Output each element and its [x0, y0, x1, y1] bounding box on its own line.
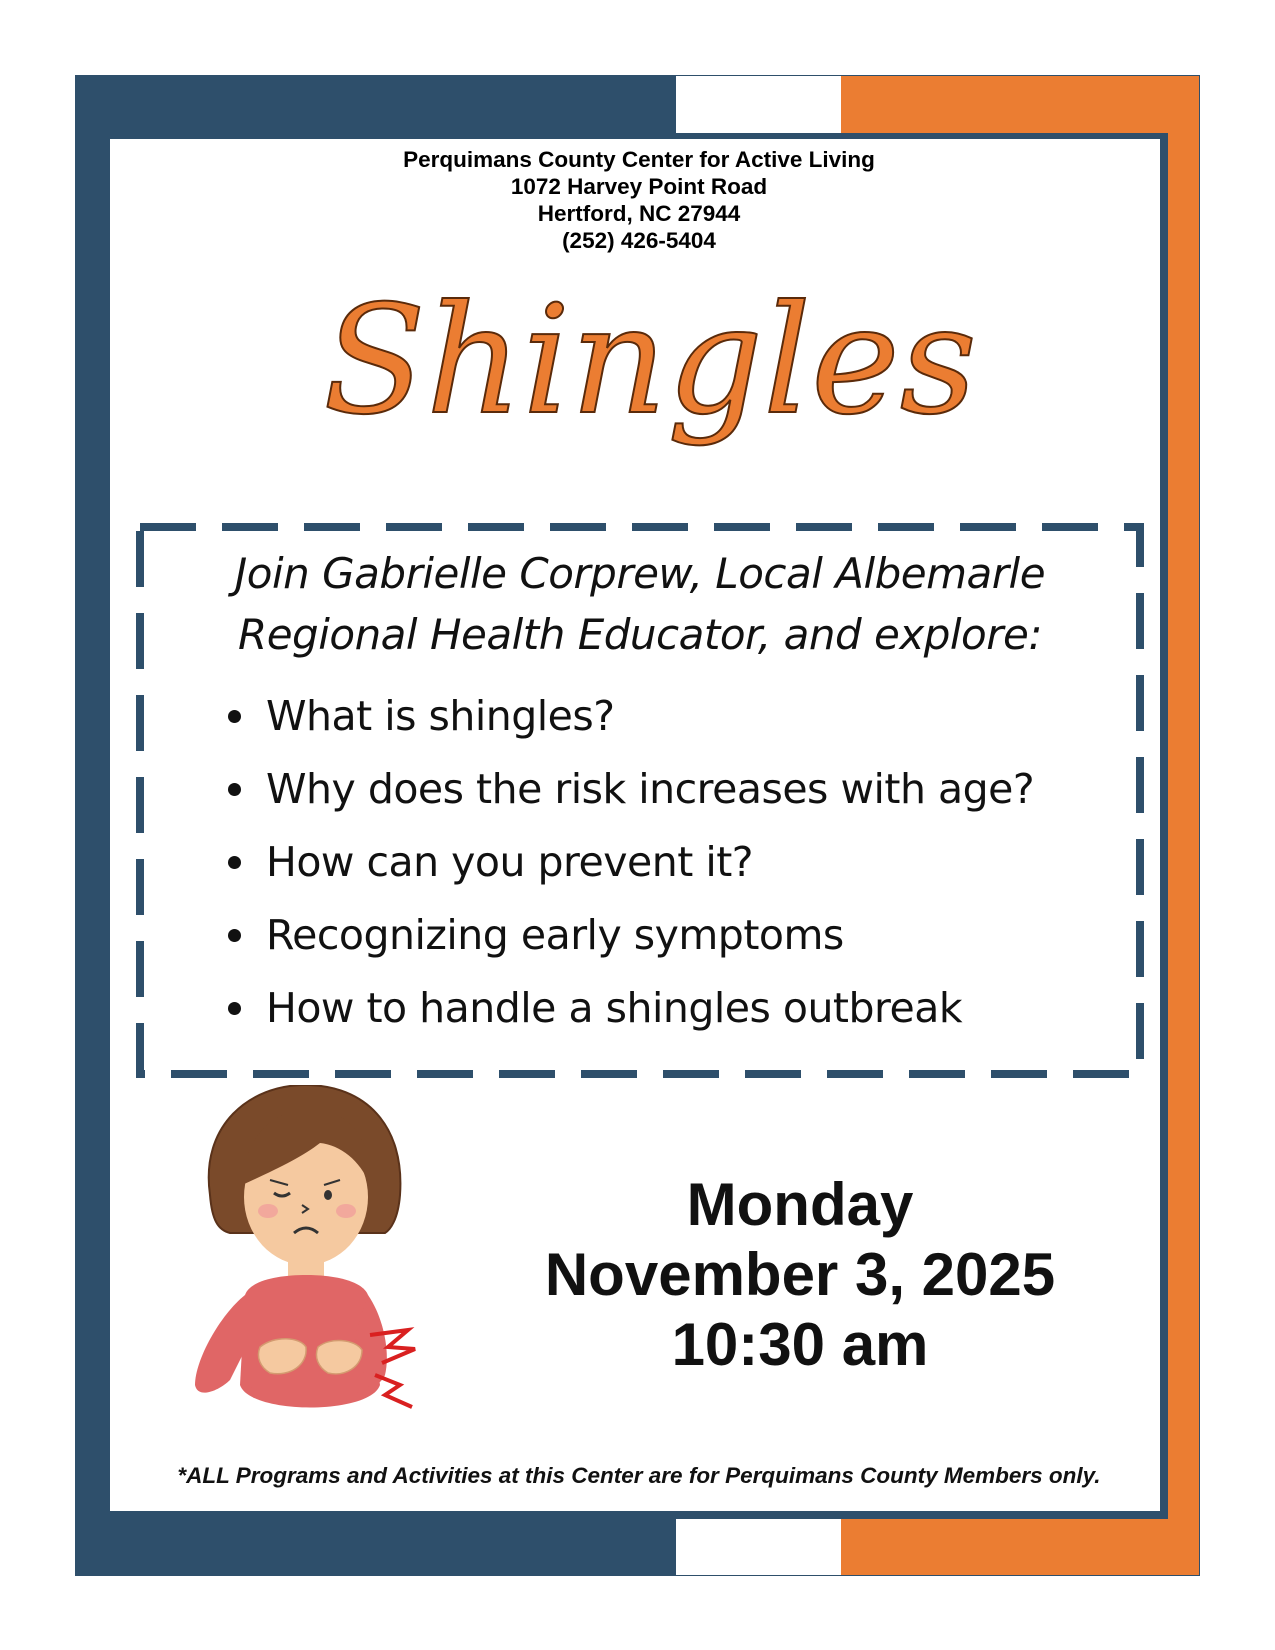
topic-text: Recognizing early symptoms: [266, 911, 844, 959]
topic-item: [228, 680, 1108, 753]
topic-item: [228, 826, 1108, 899]
event-date: November 3, 2025: [544, 1241, 1056, 1308]
bullet-icon: [228, 1002, 241, 1015]
title-text: Shingles: [323, 274, 977, 448]
flyer-title: [320, 272, 980, 502]
topic-item: [228, 899, 1108, 972]
topic-text: What is shingles?: [266, 692, 615, 740]
topic-text: Why does the risk increases with age?: [266, 765, 1035, 813]
address-header: [110, 146, 1168, 254]
city-state-zip: Hertford, NC 27944: [537, 201, 741, 226]
phone-number: (252) 426-5404: [562, 228, 716, 253]
topic-item: [228, 753, 1108, 826]
woman-in-pain-illustration: [190, 1085, 440, 1455]
bullet-icon: [228, 710, 241, 723]
membership-disclaimer: *ALL Programs and Activities at this Center are for Perquimans County Members only.: [177, 1463, 1101, 1488]
topic-text: How to handle a shingles outbreak: [266, 984, 963, 1032]
topic-text: How can you prevent it?: [266, 838, 754, 886]
event-day: Monday: [686, 1171, 914, 1238]
bullet-icon: [228, 856, 241, 869]
intro-line-1: Join Gabrielle Corprew, Local Albemarle: [234, 549, 1046, 598]
intro-line-2: Regional Health Educator, and explore:: [238, 610, 1042, 659]
event-time: 10:30 am: [671, 1311, 929, 1378]
bullet-icon: [228, 783, 241, 796]
topic-list: [228, 680, 1108, 1045]
intro-text: [150, 543, 1130, 665]
bullet-icon: [228, 929, 241, 942]
street-address: 1072 Harvey Point Road: [510, 174, 768, 199]
event-details: [505, 1170, 1095, 1380]
organization-name: Perquimans County Center for Active Living: [403, 147, 875, 172]
topic-item: [228, 972, 1108, 1045]
